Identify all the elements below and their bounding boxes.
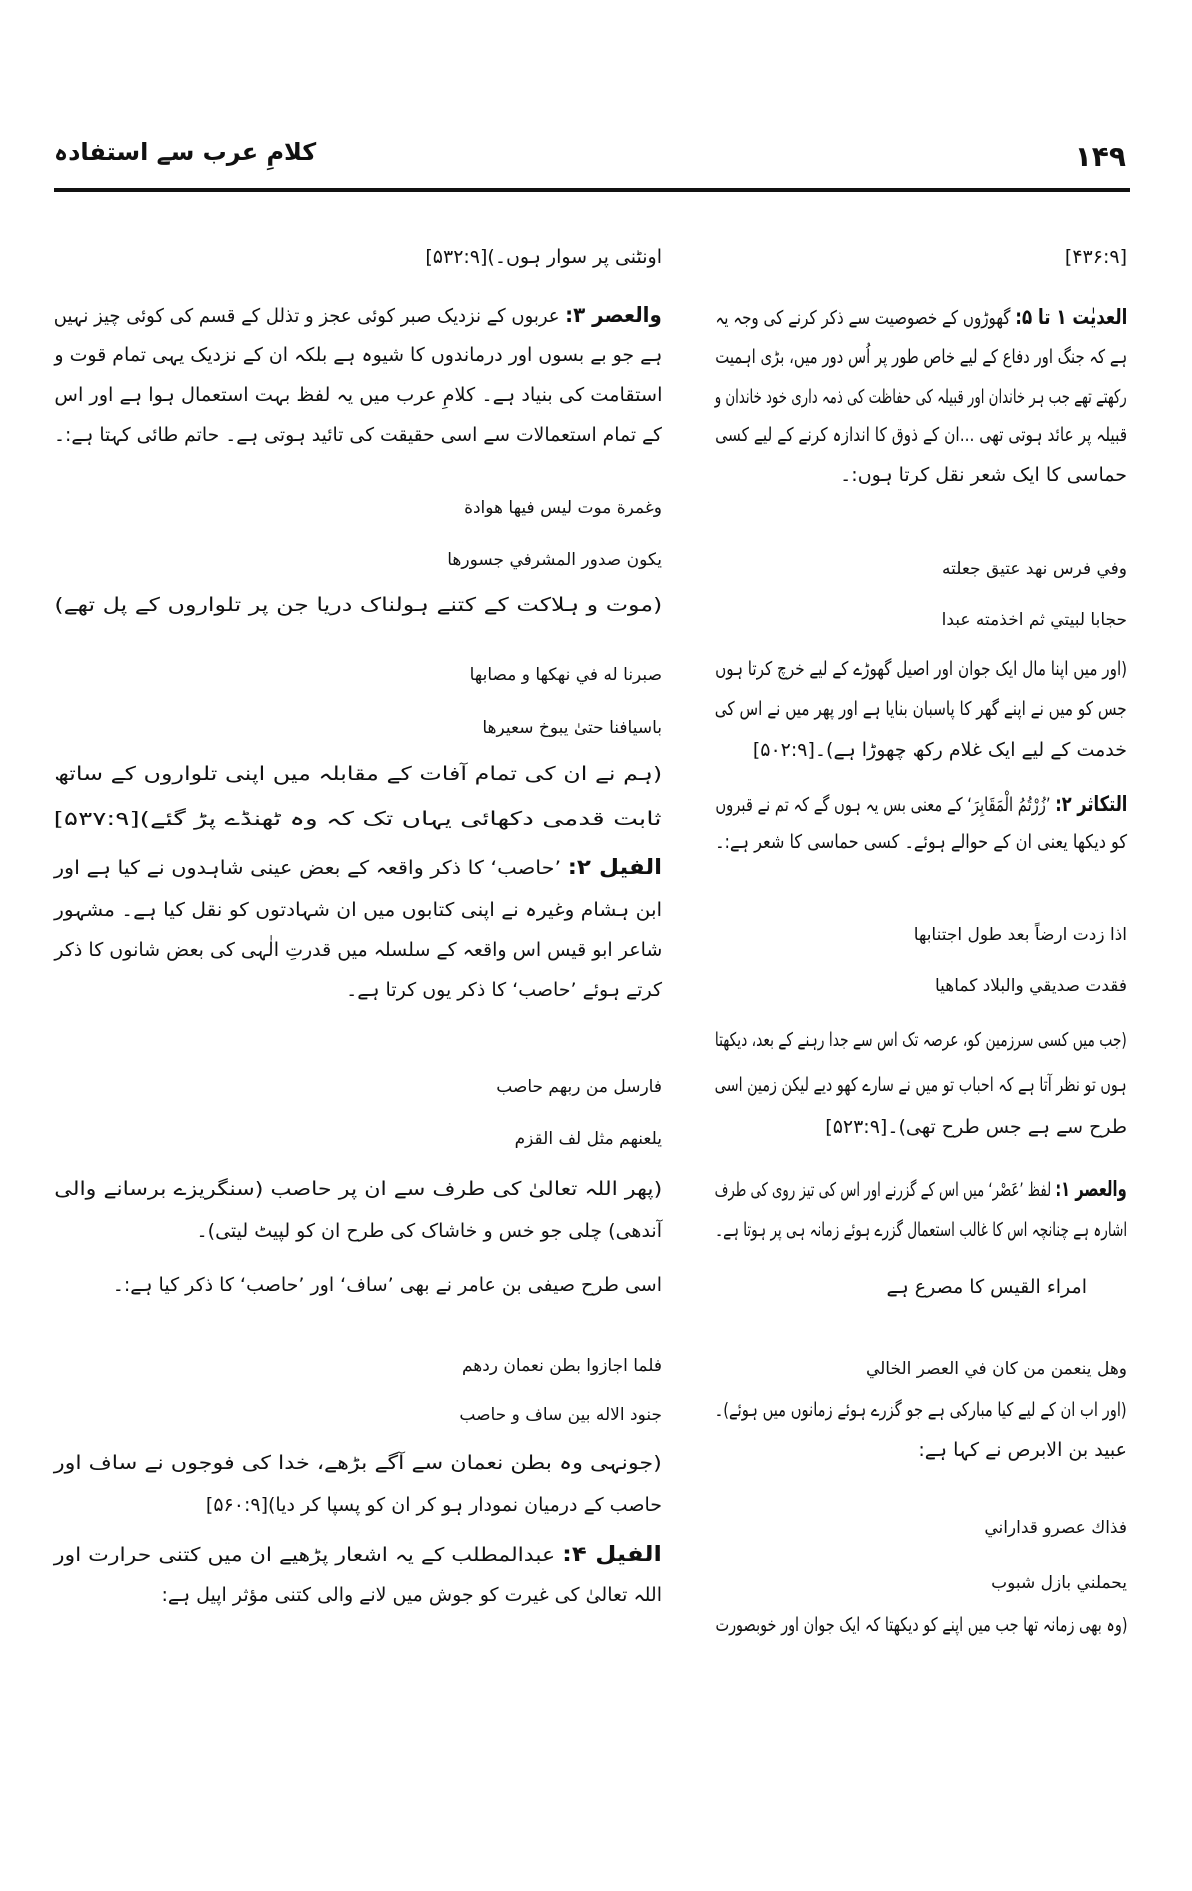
verse-line [715,918,1127,952]
verse-line [715,969,1127,1003]
section-heading: العدیٰت ۱ تا ۵: [1014,305,1127,329]
line-content: [۴۳۶:۹] [1064,246,1127,268]
line-content: استقامت کی بنیاد ہے۔ کلامِ عرب میں یہ لفظ بہت استعمال ہوا ہے اور اس [53,384,662,406]
text-line [54,893,662,927]
text-line [54,802,662,836]
text-line [715,1068,1127,1102]
line-content: عبید بن الابرص نے کہا ہے: [918,1439,1127,1461]
text-line [54,1446,662,1480]
text-line [54,850,662,884]
line-content: آندھی) چلی جو خس و خاشاک کی طرح ان کو لپیٹ لیتی)۔ [196,1220,662,1242]
verse-line [715,1352,1127,1386]
text-line [54,298,662,332]
text-line [715,340,1127,374]
verse-line [715,1566,1127,1600]
text-line [54,1488,662,1522]
line-content: رکھتے تھے جب ہر خاندان اور قبیلہ کی حفاظت کی ذمہ داری خود خاندان و [715,386,1127,408]
text-line [54,1214,662,1248]
text-line [715,787,1127,821]
line-content: امراء القیس کا مصرع ہے [886,1276,1087,1298]
line-content: ثابت قدمی دکھائی یہاں تک کہ وہ ٹھنڈے پڑ گئے)[۵۳۷:۹] [54,808,662,830]
header-rule [54,188,1130,192]
line-content: کو دیکھا یعنی ان کے حوالے ہوئے۔ کسی حماسی کا شعر ہے:۔ [714,831,1127,853]
line-content [54,850,662,885]
line-content: فلما اجازوا بطن نعمان ردهم [461,1356,662,1376]
verse-line [54,1070,662,1104]
verse-line [715,1511,1127,1545]
line-content [715,300,1127,335]
text-line [54,1578,662,1612]
line-content: قبیلہ پر عائد ہوتی تھی ...ان کے ذوق کا اندازہ کرنے کے لیے کسی [714,424,1127,446]
section-heading: والعصر ۳: [565,303,662,327]
line-content: اسی طرح صیفی بن عامر نے بھی ’ساف‘ اور ’حاصب‘ کا ذکر کیا ہے:۔ [112,1274,662,1296]
section-heading: الفیل ۲: [567,855,662,879]
line-content: حجابا لبيتي ثم اخذمته عبدا [941,610,1127,630]
line-content: ہے جو بے بسوں اور درماندوں کا شیوہ ہے بلکہ ان کے نزدیک یہی تمام قوت و [53,344,662,366]
verse-line [54,1122,662,1156]
line-content: حماسی کا ایک شعر نقل کرتا ہوں:۔ [840,464,1127,486]
text-line [54,378,662,412]
line-content: جنود الاله بين ساف و حاصب [459,1405,662,1425]
verse-line [54,1349,662,1383]
text-line [715,733,1127,767]
text-line [54,973,662,1007]
line-content: يكون صدور المشرفي جسورها [447,550,662,570]
verse-line [54,658,662,692]
text-line [54,1537,662,1571]
line-content: اونٹنی پر سوار ہوں۔)[۵۳۲:۹] [425,246,662,268]
verse-line [54,491,662,525]
text-line [715,1608,1127,1642]
line-content: وهل ينعمن من كان في العصر الخالي [865,1359,1127,1379]
text-line [715,1393,1127,1427]
line-content: ہوں تو نظر آتا ہے کہ احباب تو میں نے سارے کھو دیے لیکن زمین اسی [714,1074,1127,1096]
text-line [715,1172,1127,1206]
line-text: ’حاصب‘ کا ذکر واقعہ کے بعض عینی شاہدوں نے کیا ہے اور [54,857,568,879]
line-content: باسيافنا حتىٰ يبوخ سعيرها [482,718,662,738]
verse-line [54,543,662,577]
line-content: (اور اب ان کے لیے کیا مبارکی ہے جو گزرے ہوئے زمانوں میں ہوئے)۔ [715,1399,1127,1421]
line-content: يلعنهم مثل لف القزم [514,1129,662,1149]
line-content: اشارہ ہے چنانچہ اس کا غالب استعمال گزرے ہوئے زمانہ ہی پر ہوتا ہے۔ [714,1219,1127,1241]
verse-line [54,1398,662,1432]
line-text: ’زُرْتُمُ الْمَقَابِرَ‘ کے معنی بس یہ ہوں گے کہ تم نے قبروں [714,794,1055,816]
line-content: ابن ہشام وغیرہ نے اپنی کتابوں میں ان شہادتوں کو نقل کیا ہے۔ مشہور [53,899,662,921]
text-line [54,933,662,967]
line-content: اللہ تعالیٰ کی غیرت کو جوش میں لانے والی کتنی مؤثر اپیل ہے: [161,1584,662,1606]
running-title: کلامِ عرب سے استفادہ [54,138,317,166]
text-line [54,1172,662,1206]
text-line [715,652,1127,686]
line-content: اذا زدت ارضاً بعد طول اجتنابها [913,925,1127,945]
text-line [54,338,662,372]
line-content [715,1172,1127,1207]
text-line [715,380,1127,414]
section-heading: والعصر ۱: [1055,1177,1127,1201]
text-line [715,240,1127,274]
page-number: ۱۴۹ [1074,140,1126,173]
text-line [54,418,662,452]
line-text: لفظ ’عَصْر‘ میں اس کے گزرنے اور اس کی تیز روی کی طرف [715,1179,1056,1201]
line-content: طرح سے ہے جس طرح تھی)۔[۵۲۳:۹] [825,1116,1127,1138]
verse-line [715,603,1127,637]
text-line [54,1268,662,1302]
section-heading: الفیل ۴: [562,1542,662,1566]
line-content: شاعر ابو قیس اس واقعہ کے سلسلہ میں قدرتِ الٰہی کی بعض شانوں کا ذکر [54,939,662,961]
text-line [715,458,1127,492]
line-content: وغمرة موت ليس فيها هوادة [464,498,662,518]
line-content: فقدت صديقي والبلاد كماهيا [934,976,1127,996]
verse-line [715,552,1127,586]
section-heading: التکاثر ۲: [1054,792,1127,816]
line-content: (پھر اللہ تعالیٰ کی طرف سے ان پر حاصب (سنگریزے برسانے والی [54,1178,662,1200]
line-content: ہے کہ جنگ اور دفاع کے لیے خاص طور پر اُس دور میں، بڑی اہمیت [715,346,1127,368]
line-content: (جب میں کسی سرزمین کو، عرصہ تک اس سے جدا رہنے کے بعد، دیکھتا [715,1029,1127,1051]
text-line [715,1023,1127,1057]
text-line [715,1433,1127,1467]
text-line [54,588,662,622]
line-content: خدمت کے لیے ایک غلام رکھ چھوڑا ہے)۔[۵۰۲:۹] [752,739,1127,761]
line-content: (موت و ہلاکت کے کتنے ہولناک دریا جن پر تلواروں کے پل تھے) [53,594,662,616]
text-line [715,418,1127,452]
line-content: حاصب کے درمیان نمودار ہو کر ان کو پسپا کر دیا)[۵۶۰:۹] [205,1494,662,1516]
text-line [715,825,1127,859]
text-line [54,240,662,274]
line-content: (اور میں اپنا مال ایک جوان اور اصیل گھوڑے کے لیے خرچ کرتا ہوں [715,658,1127,680]
line-content: وفي فرس نهد عتيق جعلته [941,559,1127,579]
line-content [715,787,1127,822]
verse-line [54,711,662,745]
text-line [715,692,1127,726]
line-text: عبدالمطلب کے یہ اشعار پڑھیے ان میں کتنی حرارت اور [53,1544,563,1566]
text-line [54,757,662,791]
line-text: عربوں کے نزدیک صبر کوئی عجز و تذلل کے قسم کی کوئی چیز نہیں [54,305,566,327]
line-content: صبرنا له في نهكها و مصابها [469,665,662,685]
line-content [54,298,662,333]
line-content: کے تمام استعمالات سے اسی حقیقت کی تائید ہوتی ہے۔ حاتم طائی کہتا ہے:۔ [54,424,662,446]
line-content: فذاك عصرو قداراني [984,1518,1127,1538]
line-content: کرتے ہوئے ’حاصب‘ کا ذکر یوں کرتا ہے۔ [346,979,662,1001]
text-line [715,1270,1127,1304]
line-content: (وہ بھی زمانہ تھا جب میں اپنے کو دیکھتا کہ ایک جوان اور خوبصورت [714,1614,1127,1636]
line-text: گھوڑوں کے خصوصیت سے ذکر کرنے کی وجہ یہ [715,307,1015,329]
line-content: (جونہی وہ بطن نعمان سے آگے بڑھے، خدا کی فوجوں نے ساف اور [53,1452,662,1474]
line-content: فارسل من ربهم حاصب [496,1077,662,1097]
line-content: يحملني بازل شبوب [991,1573,1127,1593]
text-line [715,1213,1127,1247]
text-line [715,300,1127,334]
line-content: (ہم نے ان کی تمام آفات کے مقابلہ میں اپنی تلواروں کے ساتھ [53,763,662,785]
line-content [54,1537,662,1572]
line-content: جس کو میں نے اپنے گھر کا پاسبان بنایا ہے اور پھر میں نے اس کی [714,698,1127,720]
text-line [715,1110,1127,1144]
